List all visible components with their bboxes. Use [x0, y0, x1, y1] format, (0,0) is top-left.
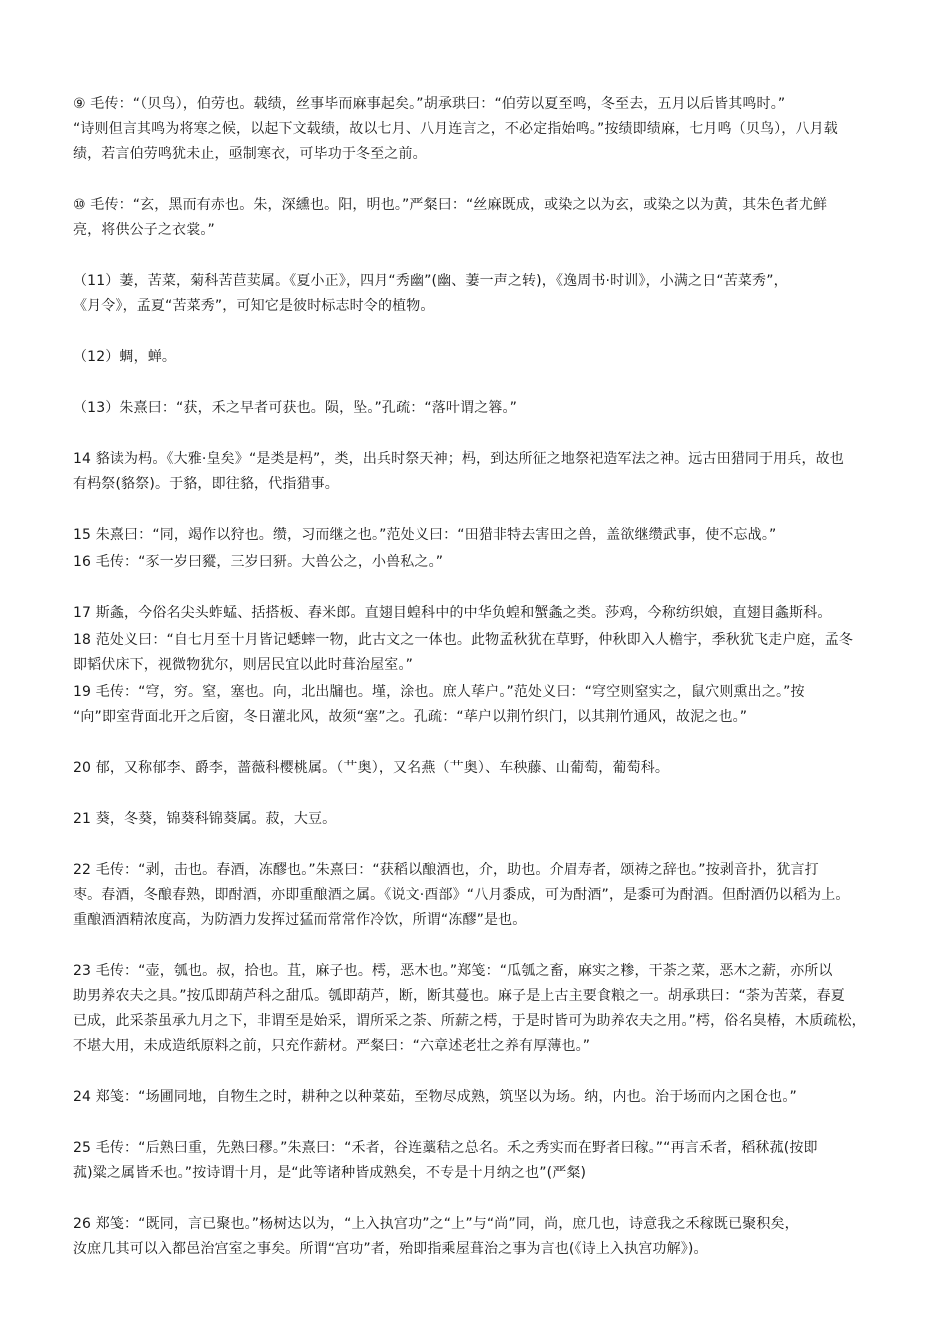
annotation-note [73, 269, 888, 319]
note-text-line: 21 葵，冬葵，锦葵科锦葵属。菽，大豆。 [73, 811, 337, 827]
annotation-note [73, 680, 888, 730]
note-text-line: 19 毛传：“穹，穷。窒，塞也。向，北出牖也。墐，涂也。庶人荜户。”范处义曰：“穹空则窒实之，鼠穴则熏出之。”按 [73, 684, 805, 700]
note-text-line: 《月令》，孟夏“苦菜秀”，可知它是彼时标志时令的植物。 [73, 298, 435, 314]
note-text-line: ⑩ 毛传：“玄，黑而有赤也。朱，深纁也。阳，明也。”严粲曰：“丝麻既成，或染之以为玄，或染之以为黄，其朱色者尤鲜 [73, 197, 828, 213]
note-text-line: 20 郁，又称郁李、爵李，蔷薇科樱桃属。（艹奥），又名燕（艹奥）、车秧藤、山葡萄，葡萄科。 [73, 760, 670, 776]
note-text-line: 重酿酒酒精浓度高，为防酒力发挥过猛而常常作冷饮，所谓“冻醪”是也。 [73, 912, 527, 928]
note-text-line: 23 毛传：“壶，瓠也。叔，拾也。苴，麻子也。樗，恶木也。”郑笺：“瓜瓠之畜，麻实之糁，干荼之菜，恶木之薪，亦所以 [73, 963, 833, 979]
note-text-line: 枣。春酒，冬酿春熟，即酎酒，亦即重酿酒之属。《说文·酉部》“八月黍成，可为酎酒”，是黍可为酎酒。但酎酒仍以稻为上。 [73, 887, 850, 903]
note-text-line: 菰)粱之属皆禾也。”按诗谓十月，是“此等诸种皆成熟矣，不专是十月纳之也”(严粲) [73, 1165, 587, 1181]
note-text-line: “向”即室背面北开之后窗，冬日灌北风，故须“塞”之。孔疏：“荜户以荆竹织门，以其荆竹通风，故泥之也。” [73, 709, 748, 725]
note-text-line: （13）朱熹曰：“获，禾之早者可获也。陨，坠。”孔疏：“落叶谓之簭。” [73, 400, 518, 416]
note-text-line: “诗则但言其鸣为将寒之候，以起下文载绩，故以七月、八月连言之，不必定指始鸣。”按绩即绩麻，七月鸣（贝鸟），八月载 [73, 121, 838, 137]
note-text-line: 汝庶几其可以入都邑治宫室之事矣。所谓“宫功”者，殆即指乘屋葺治之事为言也(《诗上入执宫功解》)。 [73, 1241, 708, 1257]
note-text-line: 16 毛传：“豕一岁曰豵，三岁曰豜。大兽公之，小兽私之。” [73, 554, 444, 570]
annotation-note [73, 550, 888, 575]
annotation-note [73, 1212, 888, 1262]
note-text-line: 17 斯螽，今俗名尖头蚱蜢、括搭板、舂米郎。直翅目蝗科中的中华负蝗和蟹螽之类。莎鸡，今称纺织娘，直翅目螽斯科。 [73, 605, 832, 621]
annotation-note [73, 807, 888, 832]
note-text-line: 绩，若言伯劳鸣犹未止，亟制寒衣，可毕功于冬至之前。 [73, 146, 427, 162]
note-text-line: 15 朱熹曰：“同，竭作以狩也。缵，习而继之也。”范处义曰：“田猎非特去害田之兽，盖欲继缵武事，使不忘战。” [73, 527, 777, 543]
document-page [73, 92, 888, 1288]
note-text-line: 18 范处义曰：“自七月至十月皆记蟋蟀一物，此古文之一体也。此物孟秋犹在草野，仲秋即入人檐宇，季秋犹飞走户庭，孟冬 [73, 632, 854, 648]
note-text-line: ⑨ 毛传：“（贝鸟），伯劳也。载绩，丝事毕而麻事起矣。”胡承珙曰：“伯劳以夏至鸣，冬至去，五月以后皆其鸣时。” [73, 96, 786, 112]
annotation-note [73, 523, 888, 548]
annotation-note [73, 756, 888, 781]
annotation-note [73, 1085, 888, 1110]
annotation-note [73, 959, 888, 1059]
annotation-note [73, 447, 888, 497]
note-text-line: （12）蜩，蝉。 [73, 349, 177, 365]
note-text-line: 14 貉读为杩。《大雅·皇矣》“是类是杩”，类，出兵时祭天神；杩，到达所征之地祭祀造军法之神。远古田猎同于用兵，故也 [73, 451, 844, 467]
annotation-note [73, 193, 888, 243]
annotation-note [73, 396, 888, 421]
note-text-line: 不堪大用，未成造纸原料之前，只充作薪材。严粲曰：“六章述老壮之养有厚薄也。” [73, 1038, 591, 1054]
note-text-line: 助男养农夫之具。”按瓜即葫芦科之甜瓜。瓠即葫芦，断，断其蔓也。麻子是上古主要食粮之一。胡承珙曰：“荼为苦菜，春夏 [73, 988, 845, 1004]
annotation-note [73, 92, 888, 167]
note-text-line: 22 毛传：“剥，击也。春酒，冻醪也。”朱熹曰：“获稻以酿酒也，介，助也。介眉寿者，颂祷之辞也。”按剥音扑，犹言打 [73, 862, 819, 878]
note-text-line: 已成，此采荼虽承九月之下，非谓至是始采，谓所采之荼、所薪之樗，于是时皆可为助养农夫之用。”樗，俗名臭椿，木质疏松， [73, 1013, 866, 1029]
note-text-line: （11）萋，苦菜，菊科苦苣荬属。《夏小正》，四月“秀幽”(幽、萋一声之转)，《逸周书·时训》，小满之日“苦菜秀”， [73, 273, 788, 289]
note-text-line: 25 毛传：“后熟曰重，先熟曰穋。”朱熹曰：“禾者，谷连藁秸之总名。禾之秀实而在野者曰稼。”“再言禾者，稻秫菰(按即 [73, 1140, 818, 1156]
note-text-line: 亮，将供公子之衣裳。” [73, 222, 215, 238]
annotation-note [73, 1136, 888, 1186]
note-text-line: 26 郑笺：“既同，言已聚也。”杨树达以为，“上入执宫功”之“上”与“尚”同，尚，庶几也，诗意我之禾稼既已聚积矣， [73, 1216, 799, 1232]
note-text-line: 即韬伏床下，视微物犹尔，则居民宜以此时葺治屋室。” [73, 657, 414, 673]
annotation-note [73, 628, 888, 678]
note-text-line: 有杩祭(貉祭)。于貉，即往貉，代指猎事。 [73, 476, 339, 492]
annotation-note [73, 858, 888, 933]
note-text-line: 24 郑笺：“场圃同地，自物生之时，耕种之以种菜茹，至物尽成熟，筑坚以为场。纳，内也。治于场而内之囷仓也。” [73, 1089, 797, 1105]
annotation-note [73, 345, 888, 370]
annotation-note [73, 601, 888, 626]
